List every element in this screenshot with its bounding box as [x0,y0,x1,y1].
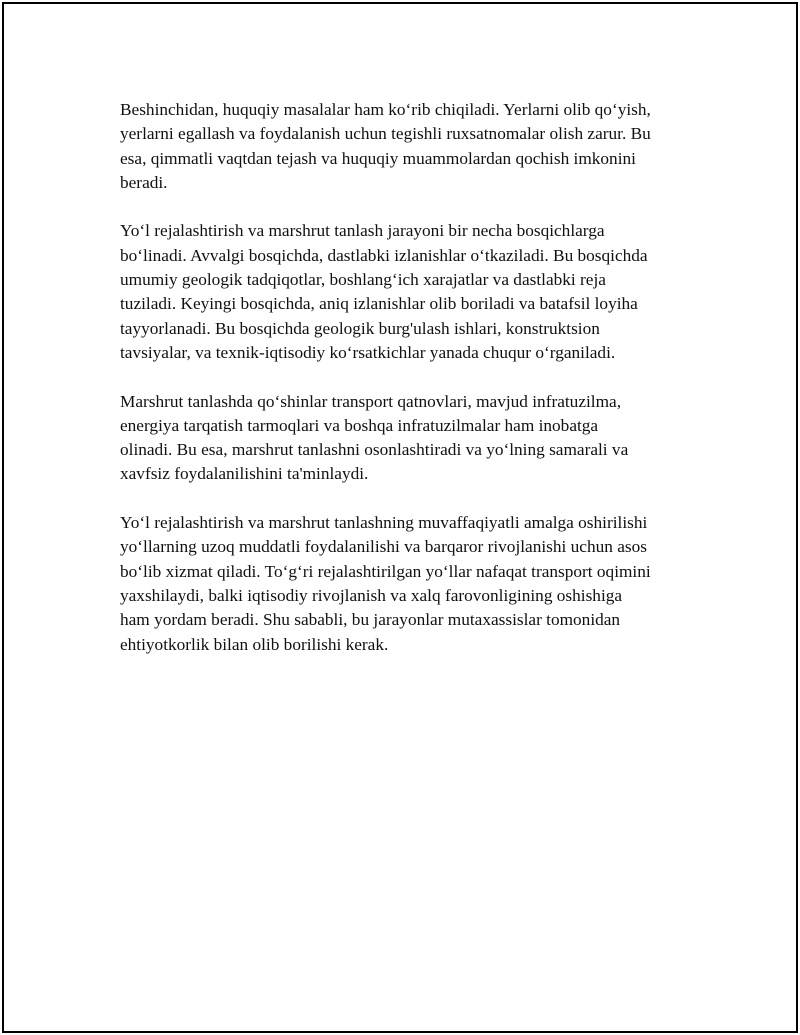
text-line: bo‘lib xizmat qiladi. To‘g‘ri rejalashtirilgan yo‘llar nafaqat transport oqimini [120,561,651,581]
text-line: ham yordam beradi. Shu sababli, bu jarayonlar mutaxassislar tomonidan [120,610,621,630]
text-line: Yo‘l rejalashtirish va marshrut tanlashning muvaffaqiyatli amalga oshirilishi [120,513,648,533]
paragraph-1 [120,98,695,195]
text-line: yaxshilaydi, balki iqtisodiy rivojlanish va xalq farovonligining oshishiga [120,585,623,605]
text-line: tuziladi. Keyingi bosqichda, aniq izlanishlar olib boriladi va batafsil loyiha [120,294,638,314]
text-line: Beshinchidan, huquqiy masalalar ham ko‘rib chiqiladi. Yerlarni olib qo‘yish, [120,100,651,119]
text-line: Yo‘l rejalashtirish va marshrut tanlash jarayoni bir necha bosqichlarga [120,221,605,241]
text-line: umumiy geologik tadqiqotlar, boshlang‘ich xarajatlar va dastlabki reja [120,270,606,290]
document-body [120,98,695,681]
text-line: yo‘llarning uzoq muddatli foydalanilishi va barqaror rivojlanishi uchun asos [120,537,647,557]
paragraph-2 [120,219,695,365]
text-line: xavfsiz foydalanilishini ta'minlaydi. [120,464,369,484]
text-line: beradi. [120,172,168,192]
text-line: tayyorlanadi. Bu bosqichda geologik burg'ulash ishlari, konstruktsion [120,318,600,338]
page-frame [2,2,798,1033]
text-line: esa, qimmatli vaqtdan tejash va huquqiy muammolardan qochish imkonini [120,148,636,168]
text-line: energiya tarqatish tarmoqlari va boshqa infratuzilmalar ham inobatga [120,415,599,435]
text-line: olinadi. Bu esa, marshrut tanlashni osonlashtiradi va yo‘lning samarali va [120,440,629,460]
text-line: ehtiyotkorlik bilan olib borilishi kerak. [120,634,389,654]
text-line: tavsiyalar, va texnik-iqtisodiy ko‘rsatkichlar yanada chuqur o‘rganiladi. [120,342,616,362]
paragraph-3 [120,390,695,487]
text-line: Marshrut tanlashda qo‘shinlar transport qatnovlari, mavjud infratuzilma, [120,391,622,411]
paragraph-4 [120,511,695,657]
text-line: yerlarni egallash va foydalanish uchun tegishli ruxsatnomalar olish zarur. Bu [120,124,651,144]
text-line: bo‘linadi. Avvalgi bosqichda, dastlabki izlanishlar o‘tkaziladi. Bu bosqichda [120,245,648,265]
